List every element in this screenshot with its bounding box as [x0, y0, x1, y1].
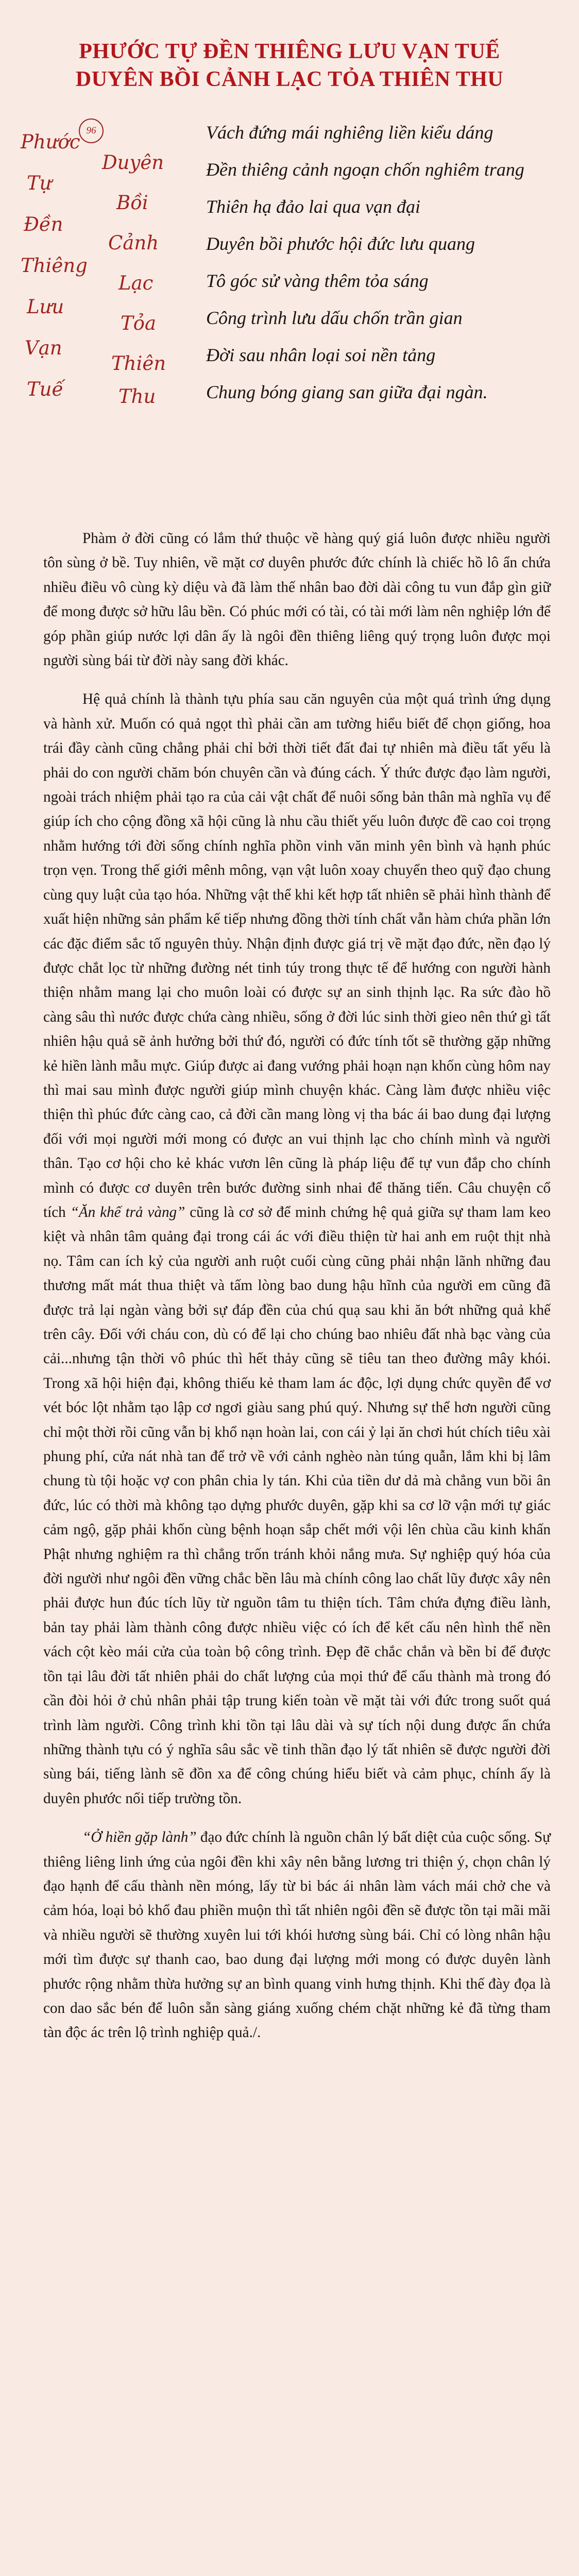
calligraphy-right-2: Bồi [116, 192, 148, 214]
paragraph-3-text: đạo đức chính là nguồn chân lý bất diệt của cuộc sống. Sự thiêng liêng linh ứng của ngôi đền khi xây nên bằng lương tri thiện ý, chọn chân lý đạo hạnh để cấu thành nền móng, lấy từ bi bác ái nhân làm vách mái chở che và cảm hóa, loại bỏ khổ đau phiền muộn thì tất nhiên ngôi đền sẽ được tồn tại mãi mãi và nhiều người sẽ thường xuyên lui tới khói hương sùng bái. Chỉ có lòng nhân hậu mới tìm được sự thanh cao, bao dung đại lượng mới mong có được duyên lành phước rộng nhằm thừa hưởng sự an bình quang vinh hưng thịnh. Khi thế đày đọa là con dao sắc bén để luôn sẵn sàng giáng xuống chém chặt những kẻ đã từng tham tàn độc ác trên lộ trình nghiệp quả./. [43, 1829, 551, 2041]
article-body [43, 527, 551, 2060]
article-title-line-2: DUYÊN BỒI CẢNH LẠC TỎA THIÊN THU [75, 67, 504, 91]
calligraphy-left-6: Vạn [25, 337, 62, 359]
paragraph-2-text-a: Hệ quả chính là thành tựu phía sau căn nguyên của một quá trình ứng dụng và hành xử. Muốn có quả ngọt thì phải cần am tường hiểu biết để chọn giống, hoa trái đầy cành cũng chẳng phải chỉ bởi thời tiết đất đai tự nhiên mà điều tất yếu là phải do con người chăm bón chuyên cần và đúng cách. Ý thức được đạo làm người, ngoài trách nhiệm phải tạo ra của cải vật chất để nuôi sống bản thân mà nghĩa vụ để giúp ích cho cộng đồng xã hội cũng là nhu cầu thiết yếu luôn được đề cao coi trọng nhằm hướng tới đời sống chính nghĩa phồn vinh văn minh yên bình và hạnh phúc trọn vẹn. Trong thế giới mênh mông, vạn vật luôn xoay chuyển theo quỹ đạo chung cùng quy luật của tạo hóa. Những vật thể khi kết hợp tất nhiên sẽ phải hình thành để xuất hiện những sản phẩm kế tiếp nhưng đồng thời tính chất vẫn hàm chứa phần lớn các đặc điểm sắc tố nguyên thủy. Nhận định được giá trị về mặt đạo đức, nền đạo lý được chắt lọc từ những đường nét tinh túy trong thực tế để hướng con người hành thiện nhằm mang lại cho muôn loài có được sự an sinh thịnh lạc. Ra sức đào hồ càng sâu thì nước được chứa càng nhiều, sống ở đời lúc sinh thời gieo nên thứ gì tất nhiên hậu quả sẽ ảnh hưởng bởi thứ đó, người có đức tính tốt sẽ thường gặp những kẻ hiền lành mẫu mực. Giúp được ai đang vướng phải hoạn nạn khốn cùng hôm nay thì mai sau mình được người giúp mình chuyện khác. Càng làm được nhiều việc thiện thì phúc đức càng cao, cả đời cần mang lòng vị tha bác ái bao dung đại lượng đối với mọi người mới mong có được an vui thịnh lạc cho chính mình và người thân. Tạo cơ hội cho kẻ khác vươn lên cũng là pháp liệu để tự vun đắp cho chính mình có được cơ duyên trên bước đường sinh nhai để thăng tiến. Câu chuyện cổ tích [43, 691, 551, 1221]
poem-line-1: Vách đứng mái nghiêng liền kiểu dáng [206, 122, 493, 143]
calligraphy-left-7: Tuế [27, 378, 64, 400]
calligraphy-left-3: Đền [24, 213, 63, 235]
calligraphy-right-4: Lạc [118, 272, 154, 294]
article-title-line-1: PHƯỚC TỰ ĐỀN THIÊNG LƯU VẠN TUẾ [79, 40, 500, 63]
calligraphy-left-5: Lưu [27, 296, 64, 318]
calligraphy-right-6: Thiên [111, 352, 166, 375]
paragraph-2 [43, 687, 551, 1811]
calligraphy-right-1: Duyên [102, 151, 164, 174]
calligraphy-left-2: Tự [27, 172, 52, 194]
poem-line-7: Đời sau nhân loại soi nền tảng [206, 345, 436, 365]
calligraphy-left-4: Thiêng [21, 255, 88, 277]
folk-tale-quote: “Ăn khế trả vàng” [70, 1204, 185, 1221]
calligraphy-block [21, 114, 189, 411]
calligraphy-right-3: Cảnh [108, 232, 159, 254]
number-badge: 96 [79, 118, 104, 143]
poem-line-5: Tô góc sử vàng thêm tỏa sáng [206, 270, 429, 291]
poem-line-2: Đền thiêng cảnh ngoạn chốn nghiêm trang [206, 159, 524, 180]
poem-line-4: Duyên bồi phước hội đức lưu quang [206, 233, 475, 254]
calligraphy-right-5: Tỏa [121, 312, 157, 334]
calligraphy-left-1: Phước [21, 131, 80, 153]
proverb-quote: “Ở hiền gặp lành” [82, 1829, 197, 1846]
paragraph-3 [43, 1825, 551, 2045]
poem-line-8: Chung bóng giang san giữa đại ngàn. [206, 382, 488, 402]
calligraphy-right-7: Thu [118, 385, 156, 408]
poem-line-3: Thiên hạ đảo lai qua vạn đại [206, 196, 420, 217]
paragraph-2-text-b: cũng là cơ sở để minh chứng hệ quả giữa sự tham lam keo kiệt và nhân tâm quảng đại trong cái ác với điều thiện từ hai anh em ruột thịt nhà nọ. Tâm can ích kỷ của người anh ruột cuối cùng cũng phải nhận lãnh những đau thương mất mát thua thiệt và tấm lòng bao dung hậu hĩnh của người em cũng đã được trả lại ngàn vàng bởi sự đáp đền của chú quạ sau khi ăn bớt những quả khế trên cây. Đối với cháu con, dù có để lại cho chúng bao nhiêu đất nhà bạc vàng của cải...nhưng tận thời vô phúc thì hết thảy cũng sẽ tiêu tan theo đường mây khói. Trong xã hội hiện đại, không thiếu kẻ tham lam ác độc, lợi dụng chức quyền để vơ vét bóc lột nhằm tạo lập cơ ngơi giàu sang phú quý. Nhưng sự thể hơn người cũng chỉ một thời rồi cũng vẫn bị khổ nạn hoàn lai, con cái ỷ lại ăn chơi hút chích tiêu xài phung phí, cửa nát nhà tan để trở về với cảnh nghèo nàn túng quẫn, lắm khi bị lâm chung tù tội hoặc vợ con phân chia ly tán. Khi của tiền dư dả mà chẳng vun bồi ân đức, lúc có thời mà không tạo dựng phước duyên, gặp khi sa cơ lỡ vận mới tự giác cảm ngộ, gặp phải khốn cùng bệnh hoạn sắp chết mới vội lên chùa cầu kinh khấn Phật nhưng nghiệm ra thì chẳng trốn tránh khỏi nắng mưa. Sự nghiệp quý hóa của đời người như ngôi đền vững chắc bền lâu mà chính công lao chất lũy được xây nên phải được hun đúc tích lũy từ nguồn tâm tu thiện tích. Tâm chứa đựng điều lành, bản tay phải làm thành công được nhiều việc có ích để kết cấu nên hình thể nền vách cột kèo mái cửa của toàn bộ công trình. Đẹp đẽ chắc chắn và bền bỉ để được tồn tại lâu đời tất nhiên phải do chất lượng của mọi thứ để cấu thành mà trong đó cần đòi hỏi ở chủ nhân phải tập trung kiến toàn về mặt tài với đức trong suốt quá trình làm người. Công trình khi tồn tại lâu dài và sự tích nội dung được ẩn chứa những thành tựu có ý nghĩa sâu sắc về tinh thần đạo lý tất nhiên sẽ được người đời sùng bái, tiếng lành sẽ đồn xa để công chúng hiểu biết và cảm phục, chính ấy là duyên phước nối tiếp trường tồn. [43, 1204, 551, 1807]
paragraph-1: Phàm ở đời cũng có lắm thứ thuộc về hàng quý giá luôn được nhiều người tôn sùng ở bề. Tuy nhiên, về mặt cơ duyên phước đức chính là chiếc hồ lô ẩn chứa nhiều điều vô cùng kỳ diệu và đã làm thế nhân bao đời dài công tu vun đắp gìn giữ để mong được sở hữu lâu bền. Có phúc mới có tài, có tài mới làm nên nghiệp lớn để góp phần giúp nước lợi dân ấy là ngôi đền thiêng liêng quý trọng luôn được mọi người sùng bái từ đời này sang đời khác. [43, 530, 551, 669]
poem-line-6: Công trình lưu dấu chốn trần gian [206, 308, 463, 328]
